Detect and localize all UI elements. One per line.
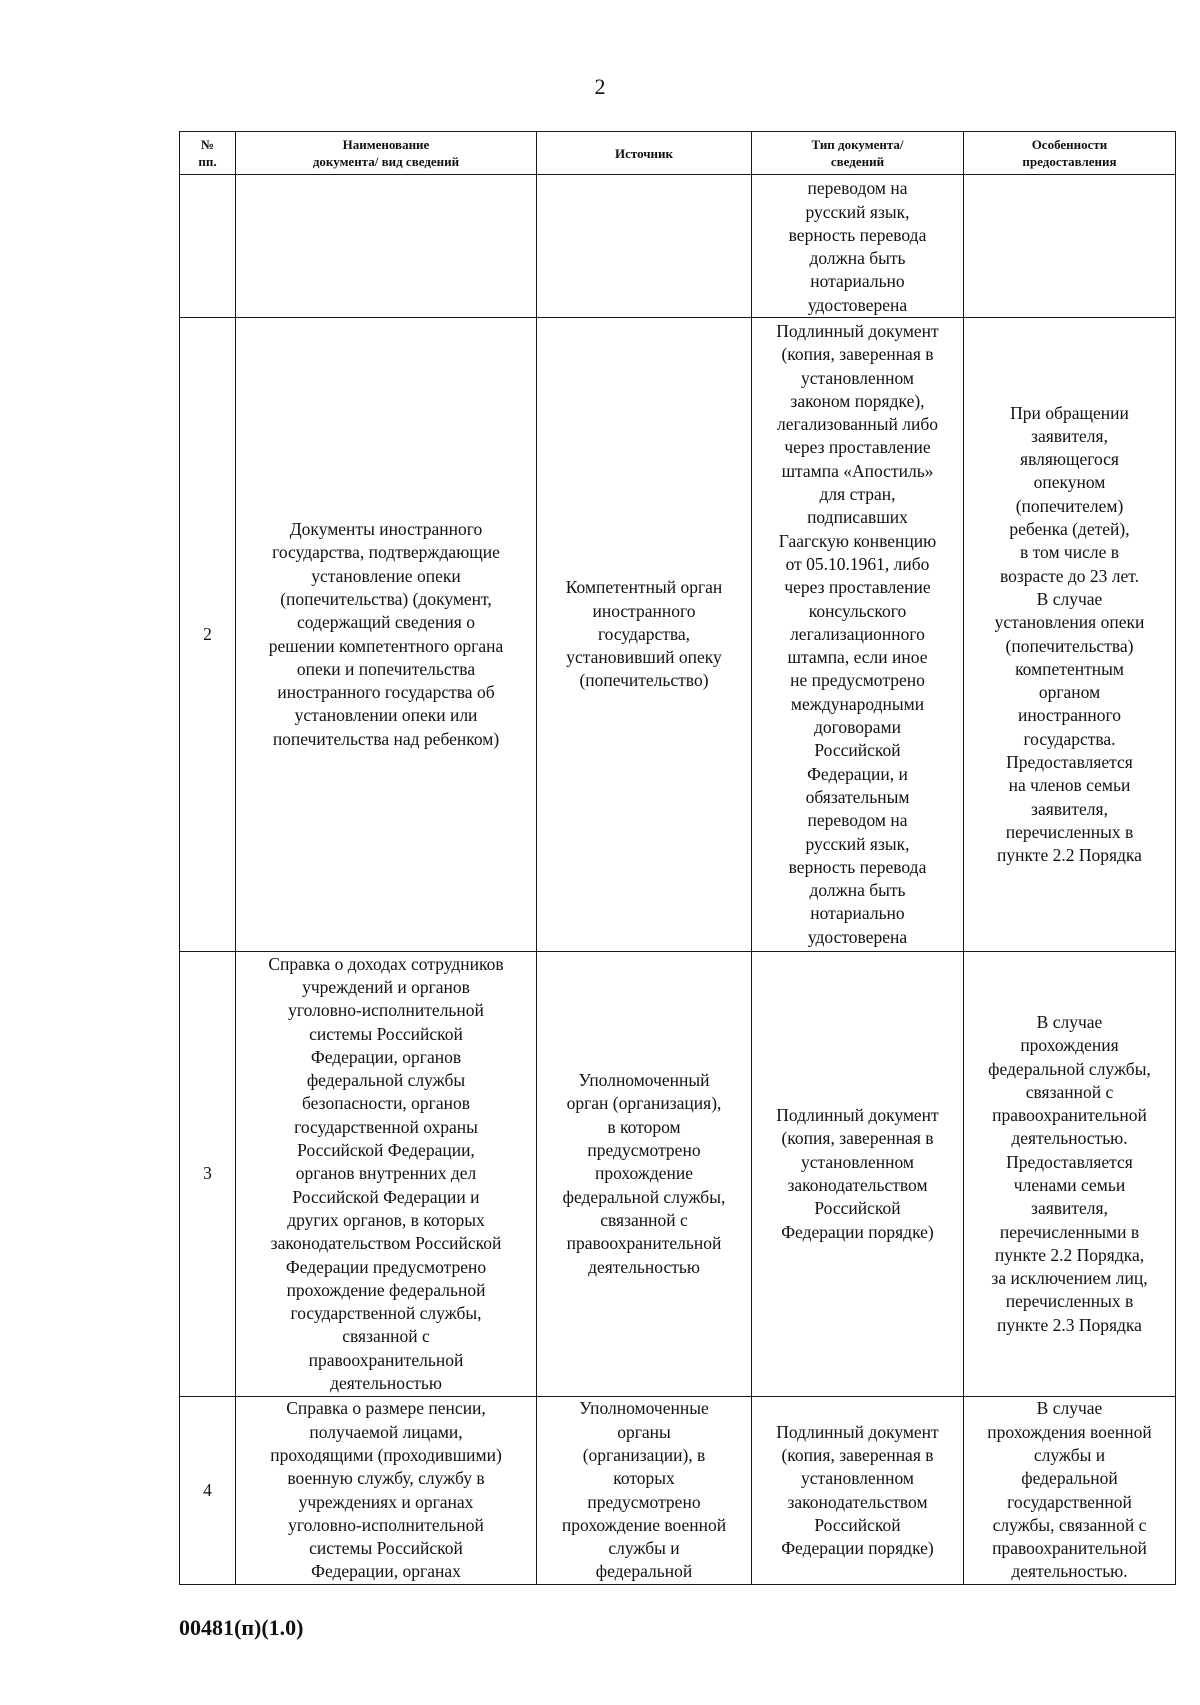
features-cell: В случае прохождения федеральной службы, связанной с правоохранительной деятельностью. Предоставляется членами семьи заявителя, перечисленными в пункте 2.2 Порядка, за исключением лиц, перечисленных в пункте 2.3 Порядка: [964, 952, 1176, 1397]
features-cell: В случае прохождения военной службы и федеральной государственной службы, связанной с правоохранительной деятельностью.: [964, 1397, 1176, 1585]
header-source: Источник: [537, 132, 752, 175]
document-type-cell: Подлинный документ (копия, заверенная в установленном законом порядке), легализованный либо через проставление штампа «Апостиль» для стран, подписавших Гаагскую конвенцию от 05.10.1961, либо через проставление консульского легализационного штампа, если иное не предусмотрено международными договорами Российской Федерации, и обязательным переводом на русский язык, верность перевода должна быть нотариально удостоверена: [752, 318, 964, 952]
header-number: № пп.: [180, 132, 236, 175]
table-row: [180, 175, 1176, 318]
page-number: 2: [594, 74, 606, 99]
row-number-cell: [180, 175, 236, 318]
document-name-cell: Справка о размере пенсии, получаемой лицами, проходящими (проходившими) военную службу, службу в учреждениях и органах уголовно-исполнительной системы Российской Федерации, органах: [236, 1397, 537, 1585]
table-row: [180, 318, 1176, 952]
source-cell: Уполномоченные органы (организации), в которых предусмотрено прохождение военной службы и федеральной: [537, 1397, 752, 1585]
document-name-cell: [236, 175, 537, 318]
header-features: Особенности предоставления: [964, 132, 1176, 175]
document-code: 00481(п)(1.0): [179, 1615, 304, 1640]
document-type-cell: Подлинный документ (копия, заверенная в установленном законодательством Российской Федерации порядке): [752, 952, 964, 1397]
features-cell: [964, 175, 1176, 318]
table-row: [180, 952, 1176, 1397]
source-cell: Уполномоченный орган (организация), в котором предусмотрено прохождение федеральной службы, связанной с правоохранительной деятельностью: [537, 952, 752, 1397]
source-cell: [537, 175, 752, 318]
header-document-type: Тип документа/ сведений: [752, 132, 964, 175]
document-type-cell: переводом на русский язык, верность перевода должна быть нотариально удостоверена: [752, 175, 964, 318]
row-number-cell: 4: [180, 1397, 236, 1585]
row-number-cell: 2: [180, 318, 236, 952]
document-name-cell: Справка о доходах сотрудников учреждений и органов уголовно-исполнительной системы Российской Федерации, органов федеральной службы безопасности, органов государственной охраны Российской Федерации, органов внутренних дел Российской Федерации и других органов, в которых законодательством Российской Федерации предусмотрено прохождение федеральной государственной службы, связанной с правоохранительной деятельностью: [236, 952, 537, 1397]
document-type-cell: Подлинный документ (копия, заверенная в установленном законодательством Российской Федерации порядке): [752, 1397, 964, 1585]
row-number-cell: 3: [180, 952, 236, 1397]
source-cell: Компетентный орган иностранного государства, установивший опеку (попечительство): [537, 318, 752, 952]
documents-table: [179, 131, 1176, 1585]
features-cell: При обращении заявителя, являющегося опекуном (попечителем) ребенка (детей), в том числе в возрасте до 23 лет. В случае установления опеки (попечительства) компетентным органом иностранного государства. Предоставляется на членов семьи заявителя, перечисленных в пункте 2.2 Порядка: [964, 318, 1176, 952]
header-document-name: Наименование документа/ вид сведений: [236, 132, 537, 175]
table-row: [180, 1397, 1176, 1585]
document-name-cell: Документы иностранного государства, подтверждающие установление опеки (попечительства) (документ, содержащий сведения о решении компетентного органа опеки и попечительства иностранного государства об установлении опеки или попечительства над ребенком): [236, 318, 537, 952]
table-header-row: [180, 132, 1176, 175]
